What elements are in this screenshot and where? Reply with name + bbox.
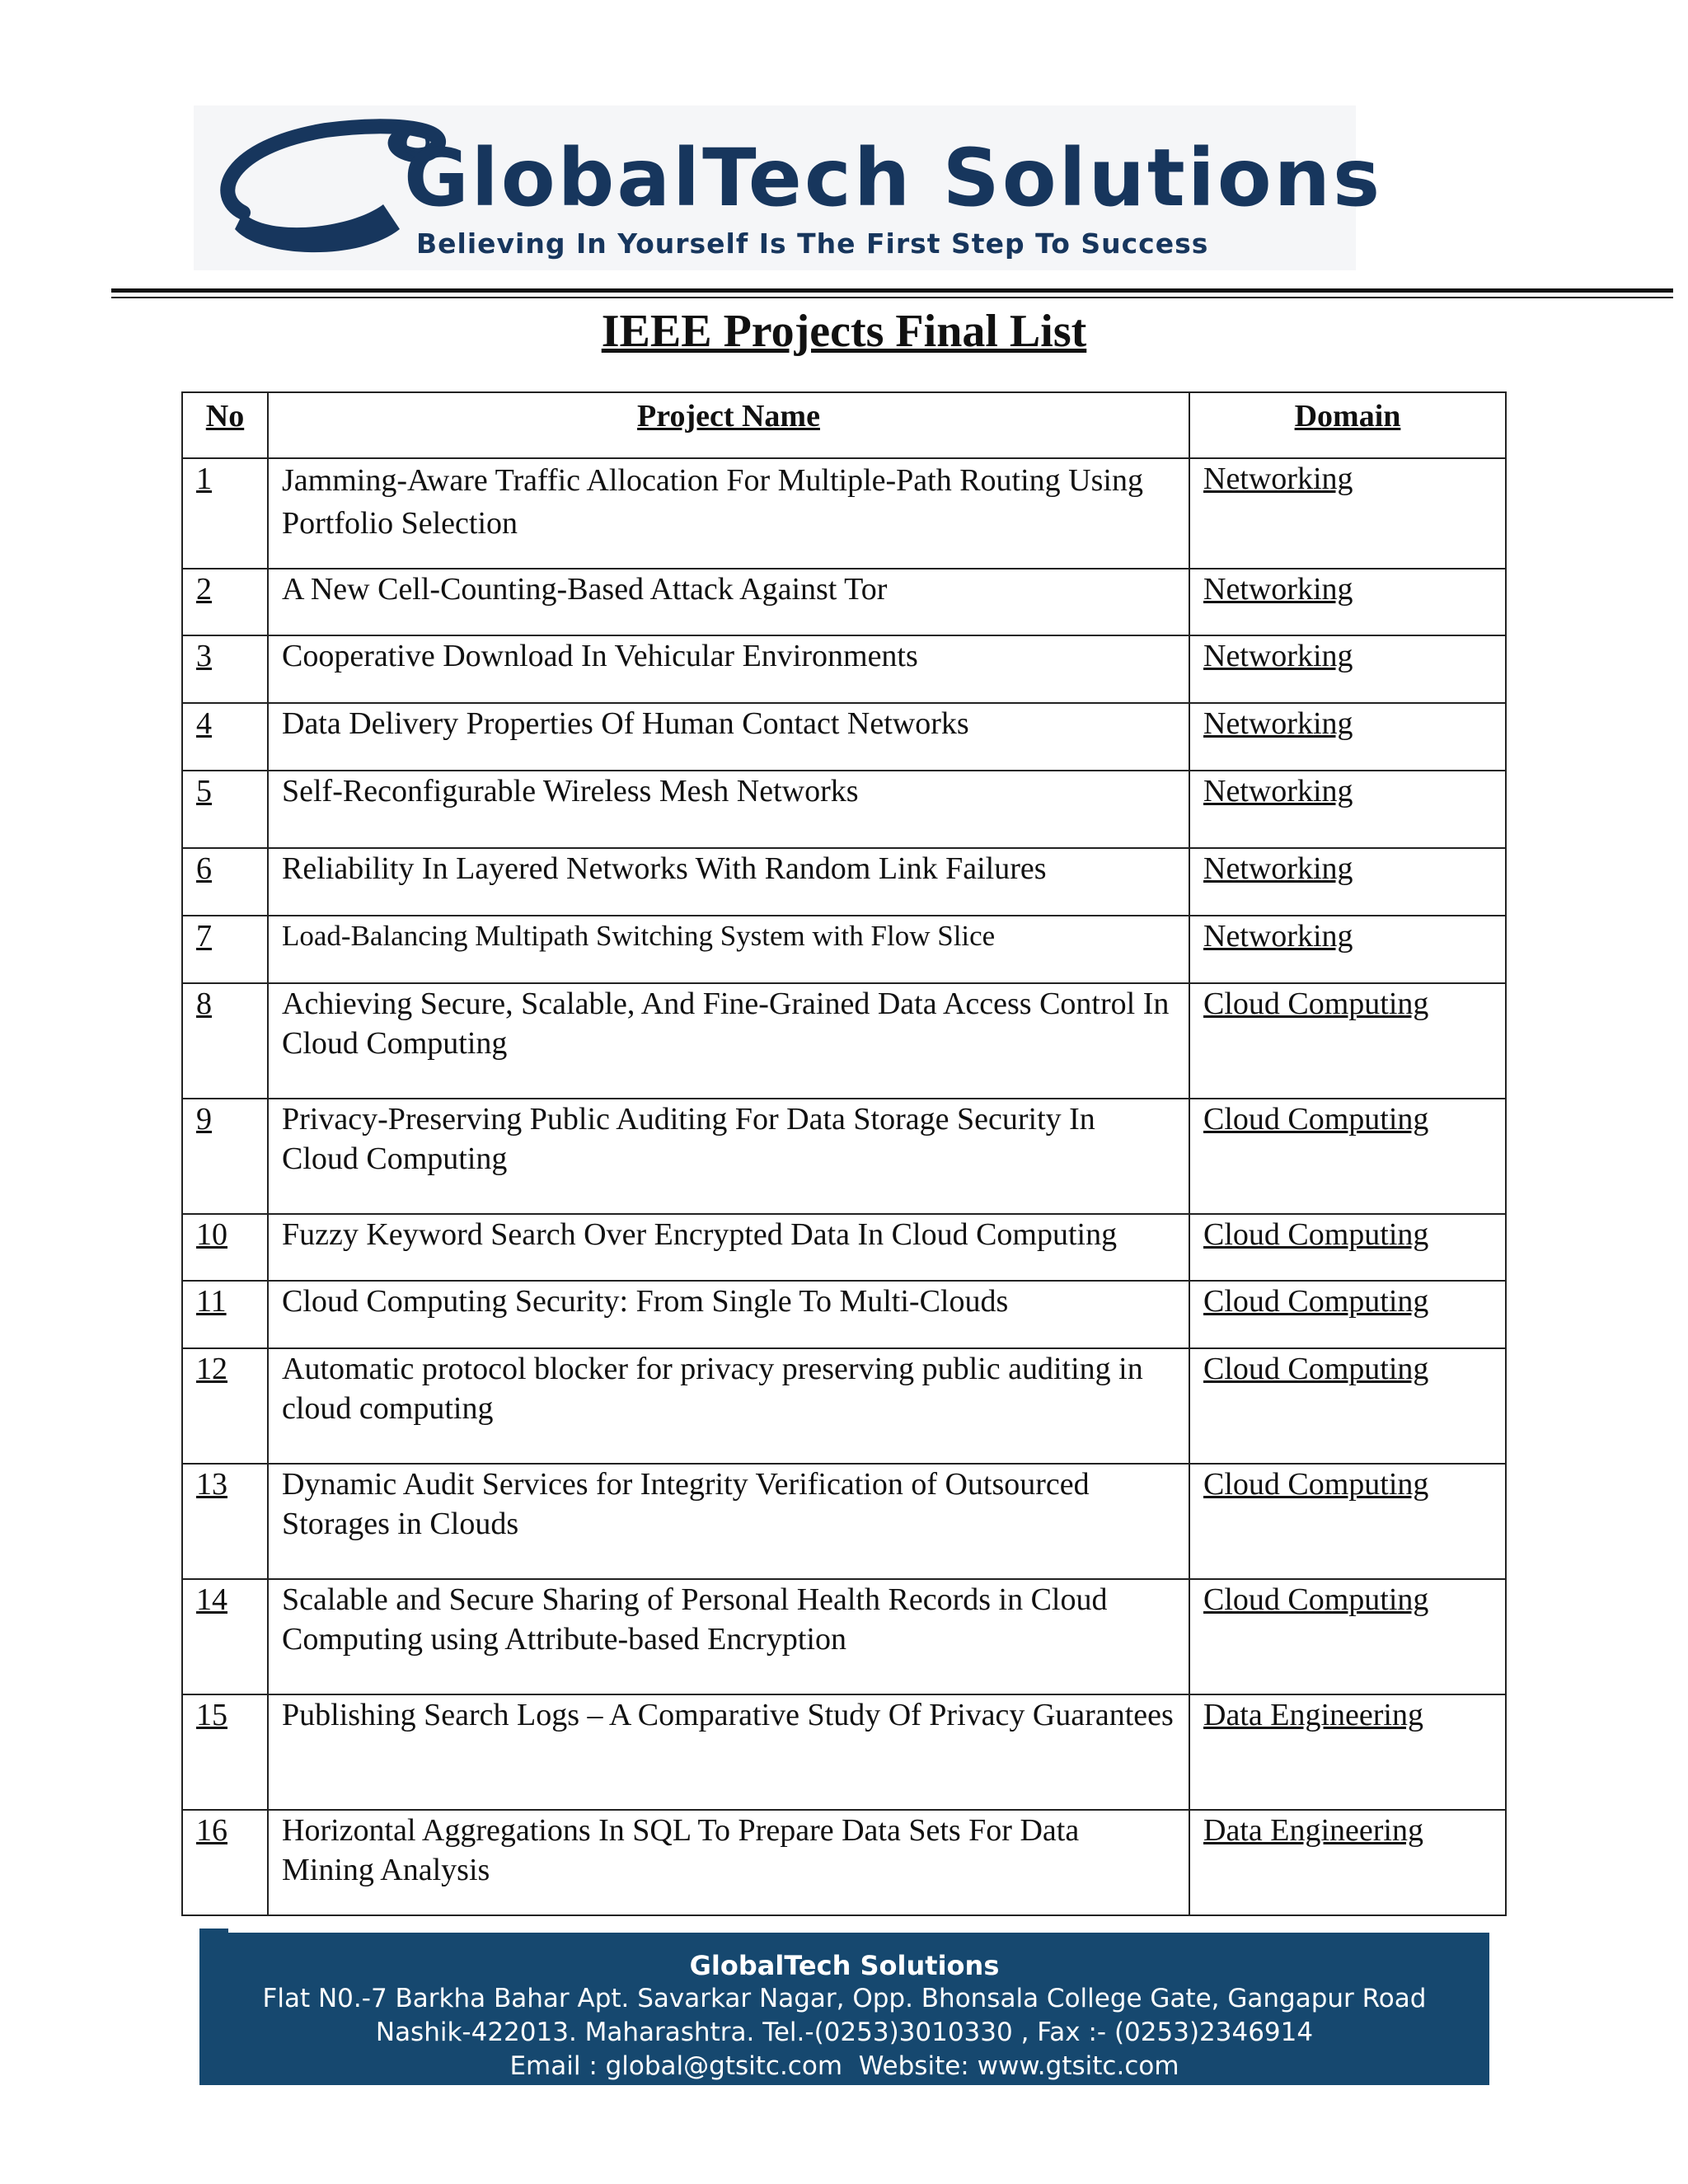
project-name: Cooperative Download In Vehicular Environments (268, 635, 1189, 703)
project-name: A New Cell-Counting-Based Attack Against Tor (268, 569, 1189, 635)
row-number: 13 (182, 1464, 268, 1579)
table-row (182, 1281, 1506, 1348)
row-number: 4 (182, 703, 268, 771)
row-number: 8 (182, 983, 268, 1099)
project-name: Fuzzy Keyword Search Over Encrypted Data In Cloud Computing (268, 1214, 1189, 1281)
row-number: 16 (182, 1810, 268, 1915)
project-name: Achieving Secure, Scalable, And Fine-Grained Data Access Control In Cloud Computing (268, 983, 1189, 1099)
project-domain: Cloud Computing (1189, 983, 1506, 1099)
project-name: Automatic protocol blocker for privacy preserving public auditing in cloud computing (268, 1348, 1189, 1464)
project-name: Jamming-Aware Traffic Allocation For Multiple-Path Routing Using Portfolio Selection (268, 458, 1189, 569)
table-row (182, 1214, 1506, 1281)
project-name: Reliability In Layered Networks With Random Link Failures (268, 848, 1189, 916)
table-row (182, 771, 1506, 848)
table-row (182, 1579, 1506, 1694)
row-number: 15 (182, 1694, 268, 1810)
table-row (182, 848, 1506, 916)
table-row (182, 635, 1506, 703)
project-domain: Data Engineering (1189, 1810, 1506, 1915)
page-title: IEEE Projects Final List (601, 306, 1087, 357)
table-row (182, 569, 1506, 635)
row-number: 9 (182, 1099, 268, 1214)
project-domain: Cloud Computing (1189, 1348, 1506, 1464)
project-domain: Networking (1189, 848, 1506, 916)
project-domain: Networking (1189, 458, 1506, 569)
row-number: 1 (182, 458, 268, 569)
table-row (182, 1348, 1506, 1464)
row-number: 11 (182, 1281, 268, 1348)
project-name: Publishing Search Logs – A Comparative Study Of Privacy Guarantees (268, 1694, 1189, 1810)
table-row (182, 1099, 1506, 1214)
table-row (182, 916, 1506, 983)
table-header-row (182, 392, 1506, 458)
project-name: Horizontal Aggregations In SQL To Prepare Data Sets For Data Mining Analysis (268, 1810, 1189, 1915)
footer-company-name: GlobalTech Solutions (689, 1950, 1000, 1981)
project-name: Cloud Computing Security: From Single To Multi-Clouds (268, 1281, 1189, 1348)
logo-wordmark: GlobalTech Solutions (404, 132, 1383, 224)
row-number: 12 (182, 1348, 268, 1464)
company-logo (194, 105, 1383, 270)
project-name: Data Delivery Properties Of Human Contact Networks (268, 703, 1189, 771)
project-name: Privacy-Preserving Public Auditing For Data Storage Security In Cloud Computing (268, 1099, 1189, 1214)
project-domain: Cloud Computing (1189, 1214, 1506, 1281)
project-name: Scalable and Secure Sharing of Personal Health Records in Cloud Computing using Attribute-based Encryption (268, 1579, 1189, 1694)
header-no: No (182, 392, 268, 458)
table-row (182, 458, 1506, 569)
header-divider (111, 288, 1673, 293)
project-name: Self-Reconfigurable Wireless Mesh Networks (268, 771, 1189, 848)
footer-address-line-1: Flat N0.-7 Barkha Bahar Apt. Savarkar Nagar, Opp. Bhonsala College Gate, Gangapur Road (262, 1984, 1427, 2013)
project-name: Dynamic Audit Services for Integrity Verification of Outsourced Storages in Clouds (268, 1464, 1189, 1579)
project-domain: Networking (1189, 916, 1506, 983)
project-domain: Data Engineering (1189, 1694, 1506, 1810)
header-project-name: Project Name (268, 392, 1189, 458)
row-number: 3 (182, 635, 268, 703)
row-number: 5 (182, 771, 268, 848)
table-row (182, 1810, 1506, 1915)
project-name: Load-Balancing Multipath Switching System with Flow Slice (268, 916, 1189, 983)
project-domain: Cloud Computing (1189, 1579, 1506, 1694)
project-domain: Cloud Computing (1189, 1099, 1506, 1214)
projects-table (181, 391, 1507, 1916)
row-number: 6 (182, 848, 268, 916)
project-domain: Cloud Computing (1189, 1281, 1506, 1348)
table-row (182, 1694, 1506, 1810)
table-row (182, 983, 1506, 1099)
logo-tagline: Believing In Yourself Is The First Step To Success (416, 227, 1209, 260)
table-row (182, 703, 1506, 771)
project-domain: Networking (1189, 635, 1506, 703)
project-domain: Networking (1189, 569, 1506, 635)
row-number: 10 (182, 1214, 268, 1281)
company-footer (199, 1933, 1489, 2085)
project-domain: Networking (1189, 771, 1506, 848)
row-number: 14 (182, 1579, 268, 1694)
row-number: 2 (182, 569, 268, 635)
footer-contact-line: Email : global@gtsitc.com Website: www.gtsitc.com (509, 2051, 1179, 2081)
header-domain: Domain (1189, 392, 1506, 458)
table-row (182, 1464, 1506, 1579)
row-number: 7 (182, 916, 268, 983)
footer-address-line-2: Nashik-422013. Maharashtra. Tel.-(0253)3010330 , Fax :- (0253)2346914 (375, 2018, 1314, 2047)
project-domain: Cloud Computing (1189, 1464, 1506, 1579)
project-domain: Networking (1189, 703, 1506, 771)
